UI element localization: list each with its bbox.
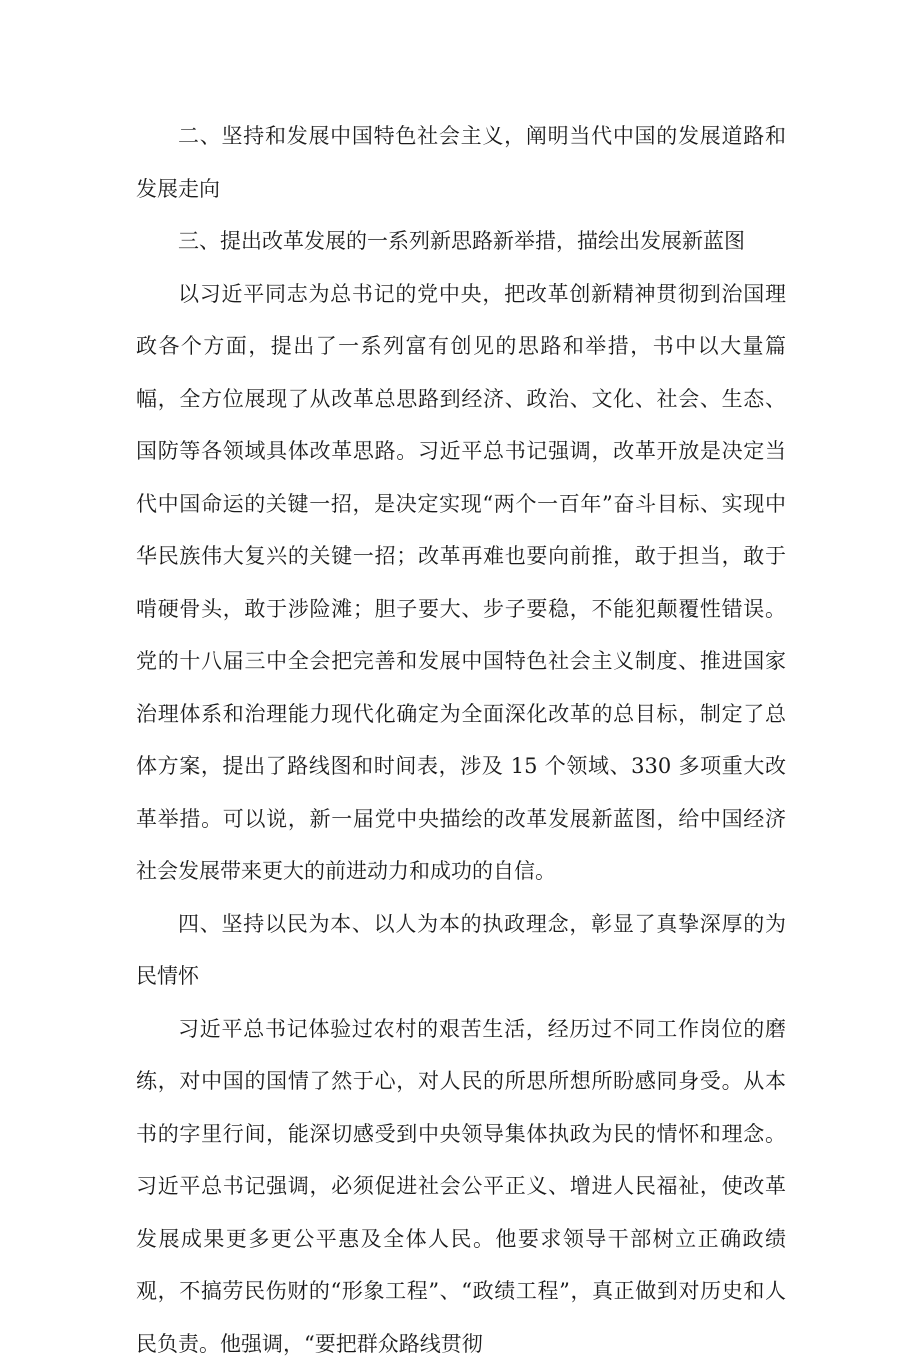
document-body [136, 110, 786, 1370]
section-heading-2: 二、坚持和发展中国特色社会主义，阐明当代中国的发展道路和发展走向 [136, 110, 786, 215]
section-heading-3: 三、提出改革发展的一系列新思路新举措，描绘出发展新蓝图 [136, 215, 786, 268]
body-paragraph-reform: 以习近平同志为总书记的党中央，把改革创新精神贯彻到治国理政各个方面，提出了一系列富有创见的思路和举措，书中以大量篇幅，全方位展现了从改革总思路到经济、政治、文化、社会、生态、国防等各领域具体改革思路。习近平总书记强调，改革开放是决定当代中国命运的关键一招，是决定实现“两个一百年”奋斗目标、实现中华民族伟大复兴的关键一招；改革再难也要向前推，敢于担当，敢于啃硬骨头，敢于涉险滩；胆子要大、步子要稳，不能犯颠覆性错误。党的十八届三中全会把完善和发展中国特色社会主义制度、推进国家治理体系和治理能力现代化确定为全面深化改革的总目标，制定了总体方案，提出了路线图和时间表，涉及 15 个领域、330 多项重大改革举措。可以说，新一届党中央描绘的改革发展新蓝图，给中国经济社会发展带来更大的前进动力和成功的自信。 [136, 268, 786, 898]
section-heading-4: 四、坚持以民为本、以人为本的执政理念，彰显了真挚深厚的为民情怀 [136, 898, 786, 1003]
body-paragraph-people: 习近平总书记体验过农村的艰苦生活，经历过不同工作岗位的磨练，对中国的国情了然于心，对人民的所思所想所盼感同身受。从本书的字里行间，能深切感受到中央领导集体执政为民的情怀和理念。习近平总书记强调，必须促进社会公平正义、增进人民福祉，使改革发展成果更多更公平惠及全体人民。他要求领导干部树立正确政绩观，不搞劳民伤财的“形象工程”、“政绩工程”，真正做到对历史和人民负责。他强调，“要把群众路线贯彻 [136, 1003, 786, 1370]
